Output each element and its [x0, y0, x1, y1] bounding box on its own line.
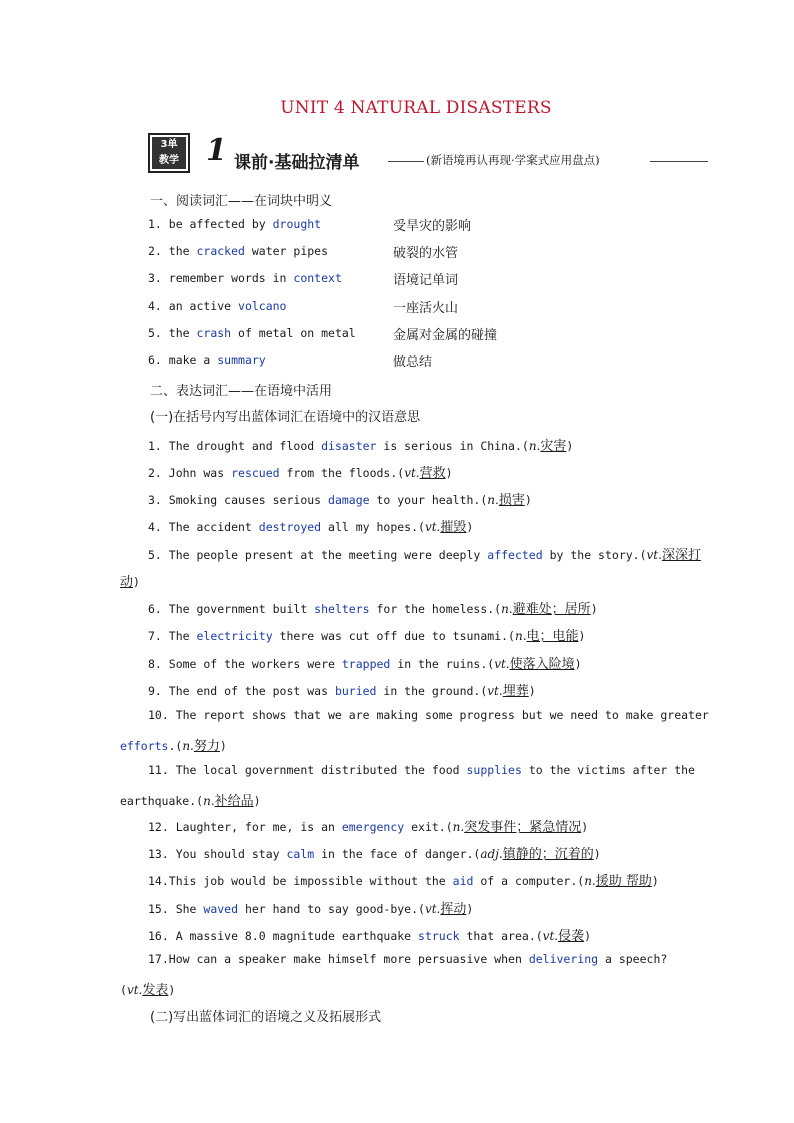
- answer: 使落入险境: [509, 657, 575, 672]
- keyword: context: [293, 271, 342, 285]
- sentence-text: exit.(: [404, 820, 453, 834]
- sentence-text: is serious in China.(: [376, 439, 529, 453]
- sentence-text: ): [445, 466, 453, 480]
- part-of-speech: n.: [528, 439, 541, 453]
- sentence-text: ): [466, 902, 474, 916]
- section-number: 1: [206, 133, 227, 168]
- sentence-text: ): [528, 684, 536, 698]
- sentence: [148, 952, 667, 966]
- phrase-text: 1. be affected by: [148, 217, 273, 231]
- badge-bottom-text: 教学: [152, 152, 186, 169]
- part-of-speech: n.: [487, 493, 499, 507]
- answer: 补给品: [214, 794, 254, 809]
- sentence-text: 16. A massive 8.0 magnitude earthquake: [148, 929, 419, 943]
- sentence-text: 5. The people present at the meeting were deeply: [148, 548, 488, 562]
- answer: 侵袭: [558, 929, 585, 944]
- vocab-meaning: 破裂的水管: [393, 246, 459, 261]
- vocab-meaning: 语境记单词: [393, 273, 459, 288]
- sentence: [148, 843, 601, 862]
- sentence-text: 15. She: [148, 902, 204, 916]
- sentence-text: there was cut off due to tsunami.(: [272, 629, 515, 643]
- sentence: [148, 870, 659, 889]
- part-of-speech: vt.: [494, 657, 510, 671]
- sentence: [148, 435, 573, 454]
- sentence-text: ): [584, 929, 592, 943]
- sentence: [148, 598, 598, 617]
- sentence-text: ): [466, 520, 474, 534]
- sentence-text: 14.This job would be impossible without the: [148, 874, 453, 888]
- part-of-speech: vt.: [542, 929, 559, 943]
- part-of-speech: n.: [203, 794, 215, 808]
- answer: 动: [120, 575, 134, 590]
- sentence: [148, 898, 473, 917]
- keyword: struck: [418, 929, 460, 943]
- sentence-text: from the floods.(: [279, 466, 405, 480]
- keyword: delivering: [528, 952, 599, 966]
- part-of-speech: vt.: [646, 548, 662, 562]
- sentence-text: 8. Some of the workers were: [148, 657, 342, 671]
- sentence: [148, 653, 582, 672]
- sentence-text: of a computer.(: [473, 874, 585, 888]
- part-of-speech: n.: [584, 874, 596, 888]
- sentence-text: 9. The end of the post was: [148, 684, 335, 698]
- keyword: disaster: [321, 439, 377, 453]
- part-of-speech: n.: [182, 739, 194, 753]
- part-of-speech: vt.: [404, 466, 420, 480]
- sentence-text: in the ruins.(: [390, 657, 495, 671]
- sentence-text: 1. The drought and flood: [148, 439, 322, 453]
- part-of-speech: vt.: [487, 684, 503, 698]
- vocab-meaning: 一座活火山: [393, 301, 459, 316]
- sentence: [148, 516, 473, 535]
- sentence-text: ): [219, 739, 227, 753]
- sentence: [148, 462, 453, 481]
- sentence-text: in the face of danger.(: [314, 847, 481, 861]
- sentence-text: ): [133, 575, 140, 589]
- sentence-text: for the homeless.(: [369, 602, 502, 616]
- section-header: [148, 133, 708, 173]
- part-of-speech: adj.: [480, 847, 503, 861]
- sentence-text: 4. The accident: [148, 520, 259, 534]
- part-of-speech: vt.: [424, 520, 441, 534]
- part2-subheading-2: (二)写出蓝体词汇的语境之义及拓展形式: [150, 1010, 382, 1025]
- sentence-continued: [120, 790, 261, 809]
- keyword: crash: [196, 326, 232, 340]
- sentence-text: ): [578, 629, 586, 643]
- sentence: [148, 680, 536, 699]
- answer: 避难处；居所: [512, 602, 591, 617]
- answer: 努力: [193, 739, 220, 754]
- part-of-speech: vt.: [424, 902, 441, 916]
- keyword: rescued: [231, 466, 280, 480]
- sentence-text: 7. The: [148, 629, 197, 643]
- vocab-meaning: 金属对金属的碰撞: [393, 328, 498, 343]
- sentence: [148, 544, 701, 563]
- sentence-text: by the story.(: [542, 548, 647, 562]
- vocab-meaning: 受旱灾的影响: [393, 219, 472, 234]
- unit-title: UNIT 4 NATURAL DISASTERS: [280, 98, 552, 118]
- part-of-speech: vt.: [126, 983, 143, 997]
- part-of-speech: n.: [514, 629, 527, 643]
- keyword: cracked: [196, 244, 245, 258]
- vocab-phrase: [148, 244, 328, 258]
- keyword: calm: [286, 847, 315, 861]
- answer: 发表: [142, 983, 169, 998]
- sentence-text: 12. Laughter, for me, is an: [148, 820, 342, 834]
- sentence-text: earthquake.(: [120, 794, 204, 808]
- keyword: damage: [328, 493, 370, 507]
- part-of-speech: n.: [452, 820, 465, 834]
- sentence-text: 3. Smoking causes serious: [148, 493, 329, 507]
- answer: 镇静的；沉着的: [502, 847, 594, 862]
- sentence-text: 13. You should stay: [148, 847, 287, 861]
- section-subtitle: (新语境再认再现·学案式应用盘点): [426, 153, 600, 167]
- sentence-text: 2. John was: [148, 466, 232, 480]
- answer: 灾害: [540, 439, 567, 454]
- vocab-phrase: [148, 271, 342, 285]
- sentence-text: 10. The report shows that we are making some progress but we need to make greater: [148, 708, 709, 722]
- vocab-phrase: [148, 326, 356, 340]
- sentence-text: a speech?: [598, 952, 668, 966]
- keyword: supplies: [466, 763, 522, 777]
- answer: 损害: [498, 493, 525, 508]
- sentence-text: 17.How can a speaker make himself more persuasive when: [148, 952, 529, 966]
- answer: 摧毁: [440, 520, 467, 535]
- sentence-continued: [120, 735, 227, 754]
- vocab-phrase: [148, 299, 286, 313]
- sentence: [148, 625, 585, 644]
- badge-top-text: 3单: [152, 137, 186, 152]
- phrase-text: 6. make a: [148, 353, 218, 367]
- section-title: 课前·基础拉清单: [234, 153, 360, 173]
- answer: 深深打: [661, 548, 701, 563]
- part2-heading: 二、表达词汇——在语境中活用: [150, 384, 333, 399]
- phrase-text: 5. the: [148, 326, 197, 340]
- keyword: summary: [217, 353, 266, 367]
- sentence-text: ): [590, 602, 598, 616]
- sentence: [148, 925, 591, 944]
- keyword: buried: [334, 684, 377, 698]
- answer: 电；电能: [526, 629, 579, 644]
- sentence-text: to the victims after the: [521, 763, 695, 777]
- answer: 埋葬: [502, 684, 529, 699]
- part-of-speech: n.: [501, 602, 513, 616]
- sentence: [148, 708, 709, 722]
- sentence: [148, 816, 588, 835]
- sentence-text: .(: [168, 739, 183, 753]
- vocab-phrase: [148, 217, 321, 231]
- answer: 突发事件；紧急情况: [464, 820, 582, 835]
- sentence-text: ): [651, 874, 659, 888]
- sentence-text: ): [168, 983, 176, 997]
- sentence-text: 6. The government built: [148, 602, 315, 616]
- sentence: [148, 763, 695, 777]
- sentence-text: that area.(: [459, 929, 543, 943]
- keyword: efforts: [120, 739, 169, 753]
- sentence-text: 11. The local government distributed the food: [148, 763, 467, 777]
- sentence-continued: [120, 979, 175, 998]
- keyword: volcano: [238, 299, 287, 313]
- phrase-text: 4. an active: [148, 299, 239, 313]
- sentence-continued: [120, 571, 140, 590]
- sentence-text: to your health.(: [369, 493, 488, 507]
- answer: 援助 帮助: [595, 874, 652, 889]
- vocab-meaning: 做总结: [393, 355, 433, 370]
- keyword: destroyed: [258, 520, 322, 534]
- sentence-text: ): [581, 820, 589, 834]
- phrase-text: 3. remember words in: [148, 271, 294, 285]
- sentence-text: ): [593, 847, 601, 861]
- keyword: emergency: [341, 820, 405, 834]
- part1-heading: 一、阅读词汇——在词块中明义: [150, 194, 333, 209]
- sentence-text: all my hopes.(: [321, 520, 425, 534]
- sentence-text: ): [566, 439, 574, 453]
- sentence-text: ): [524, 493, 532, 507]
- sentence-text: (: [120, 983, 127, 997]
- keyword: trapped: [341, 657, 391, 671]
- divider-line: [388, 161, 424, 162]
- keyword: waved: [203, 902, 239, 916]
- sentence-text: her hand to say good-bye.(: [238, 902, 425, 916]
- keyword: shelters: [314, 602, 370, 616]
- sentence: [148, 489, 532, 508]
- vocab-phrase: [148, 353, 266, 367]
- phrase-text: water pipes: [244, 244, 329, 258]
- phrase-text: of metal on metal: [231, 326, 356, 340]
- sentence-text: in the ground.(: [376, 684, 488, 698]
- divider-line: [650, 161, 708, 162]
- answer: 挥动: [440, 902, 467, 917]
- sentence-text: ): [574, 657, 582, 671]
- phrase-text: 2. the: [148, 244, 197, 258]
- keyword: affected: [487, 548, 543, 562]
- unit-badge: [148, 133, 190, 173]
- keyword: aid: [452, 874, 474, 888]
- part2-subheading: (一)在括号内写出蓝体词汇在语境中的汉语意思: [150, 410, 421, 425]
- sentence-text: ): [253, 794, 261, 808]
- keyword: drought: [272, 217, 322, 231]
- answer: 营救: [419, 466, 446, 481]
- keyword: electricity: [196, 629, 273, 643]
